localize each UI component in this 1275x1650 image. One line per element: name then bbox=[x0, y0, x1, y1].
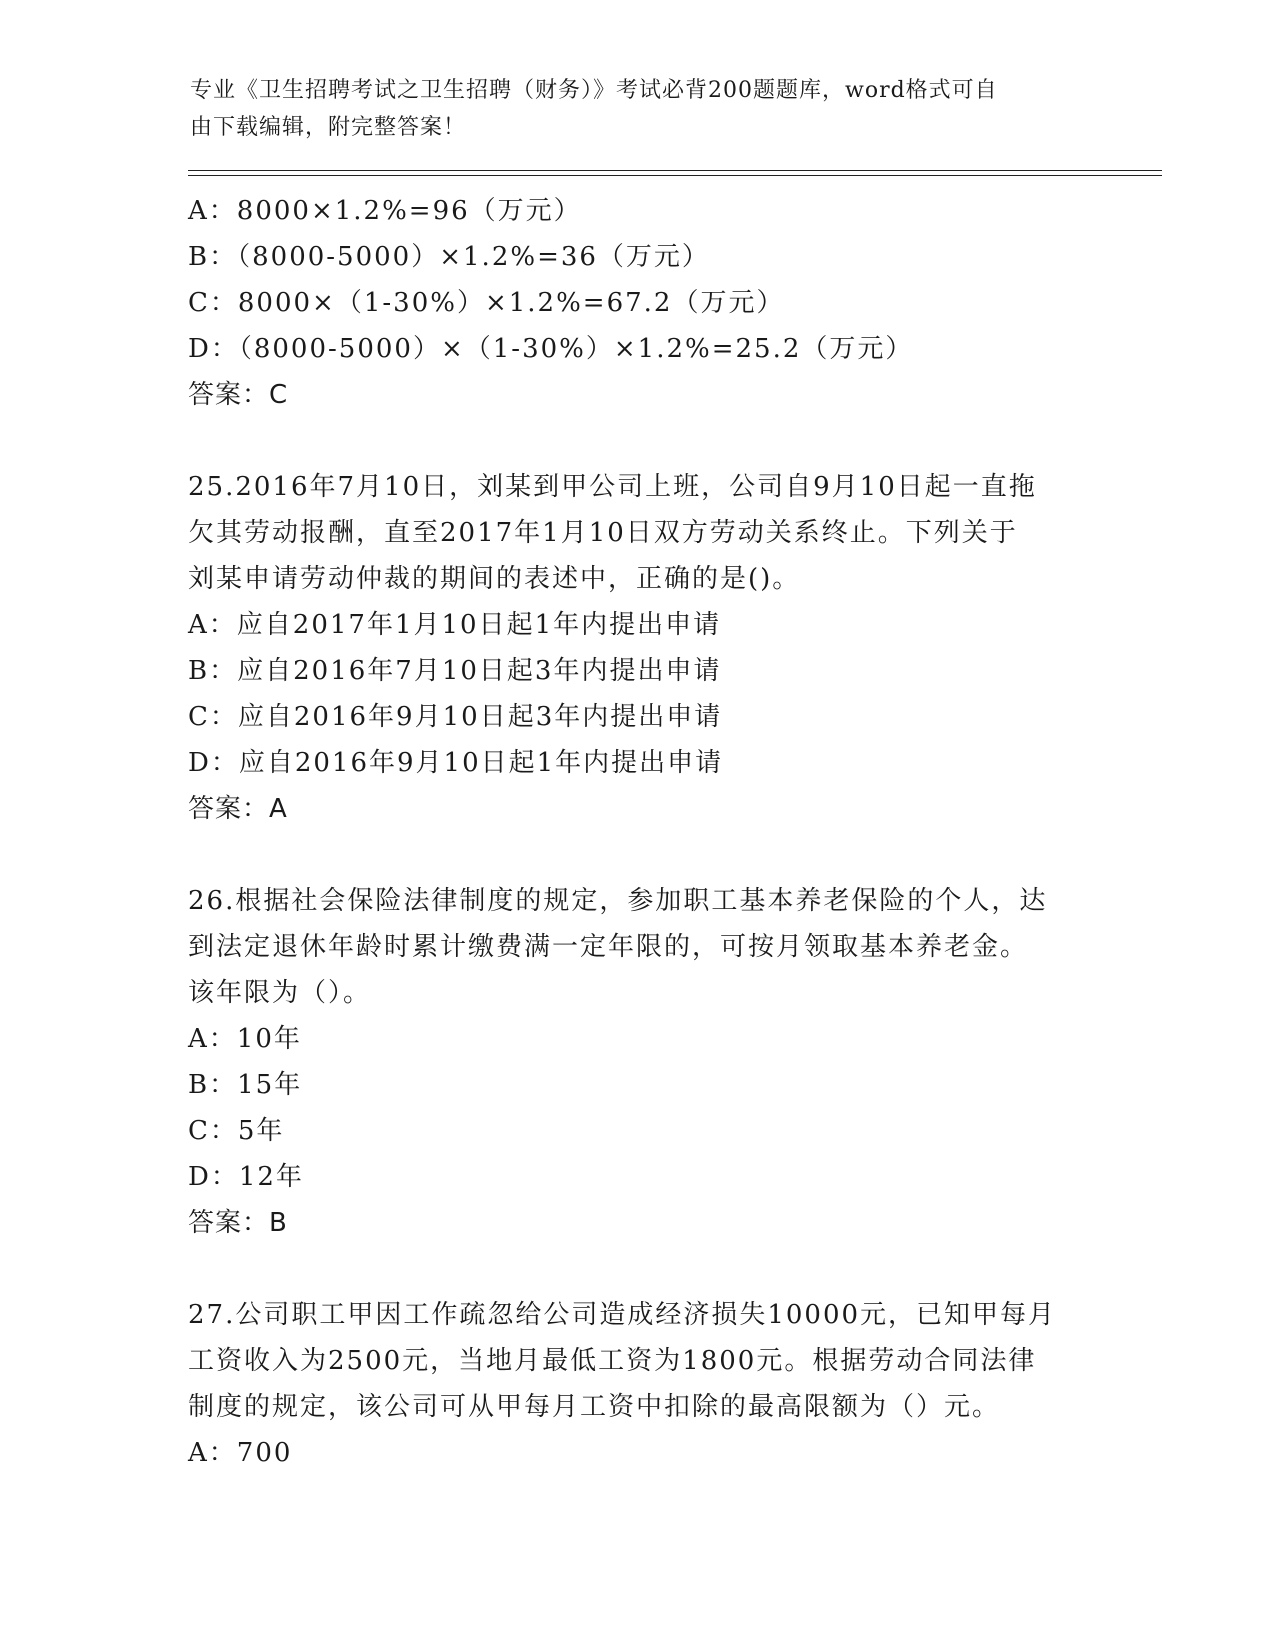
header-line-2: 由下载编辑，附完整答案！ bbox=[190, 115, 467, 140]
question-26-line-1: 26.根据社会保险法律制度的规定，参加职工基本养老保险的个人，达 bbox=[188, 886, 1048, 916]
question-27-line-3: 制度的规定，该公司可从甲每月工资中扣除的最高限额为（）元。 bbox=[188, 1392, 1001, 1422]
option-c: C：8000×（1-30%）×1.2%=67.2（万元） bbox=[188, 288, 785, 318]
question-27 bbox=[188, 1292, 1088, 1476]
question-25-line-2: 欠其劳动报酬，直至2017年1月10日双方劳动关系终止。下列关于 bbox=[188, 518, 1018, 548]
option-d: D：12年 bbox=[188, 1162, 304, 1192]
question-25-line-1: 25.2016年7月10日，刘某到甲公司上班，公司自9月10日起一直拖 bbox=[188, 472, 1037, 502]
option-a: A：700 bbox=[188, 1438, 293, 1468]
answer-24: 答案：C bbox=[188, 380, 289, 410]
header-line-1: 专业《卫生招聘考试之卫生招聘（财务）》考试必背200题题库，word格式可自 bbox=[190, 78, 998, 103]
option-b: B：（8000-5000）×1.2%=36（万元） bbox=[188, 242, 710, 272]
option-a: A：8000×1.2%=96（万元） bbox=[188, 196, 582, 226]
question-24-options bbox=[188, 188, 1088, 418]
question-26-line-3: 该年限为（）。 bbox=[188, 978, 372, 1008]
option-d: D：（8000-5000）×（1-30%）×1.2%=25.2（万元） bbox=[188, 334, 914, 364]
option-b: B：15年 bbox=[188, 1070, 303, 1100]
question-25 bbox=[188, 464, 1088, 832]
spacer bbox=[188, 1246, 1088, 1292]
option-a: A：10年 bbox=[188, 1024, 302, 1054]
header-rule-top bbox=[188, 170, 1162, 171]
answer-26: 答案：B bbox=[188, 1208, 288, 1238]
question-26 bbox=[188, 878, 1088, 1246]
question-25-line-3: 刘某申请劳动仲裁的期间的表述中，正确的是()。 bbox=[188, 564, 801, 594]
spacer bbox=[188, 832, 1088, 878]
spacer bbox=[188, 418, 1088, 464]
option-a: A：应自2017年1月10日起1年内提出申请 bbox=[188, 610, 722, 640]
option-c: C：应自2016年9月10日起3年内提出申请 bbox=[188, 702, 723, 732]
option-b: B：应自2016年7月10日起3年内提出申请 bbox=[188, 656, 722, 686]
question-27-line-2: 工资收入为2500元，当地月最低工资为1800元。根据劳动合同法律 bbox=[188, 1346, 1037, 1376]
question-26-line-2: 到法定退休年龄时累计缴费满一定年限的，可按月领取基本养老金。 bbox=[188, 932, 1029, 962]
option-d: D：应自2016年9月10日起1年内提出申请 bbox=[188, 748, 724, 778]
header-rule-bottom bbox=[188, 175, 1162, 176]
document-header bbox=[190, 72, 1070, 146]
option-c: C：5年 bbox=[188, 1116, 285, 1146]
question-content bbox=[188, 188, 1088, 1476]
question-27-line-1: 27.公司职工甲因工作疏忽给公司造成经济损失10000元，已知甲每月 bbox=[188, 1300, 1057, 1330]
answer-25: 答案：A bbox=[188, 794, 288, 824]
